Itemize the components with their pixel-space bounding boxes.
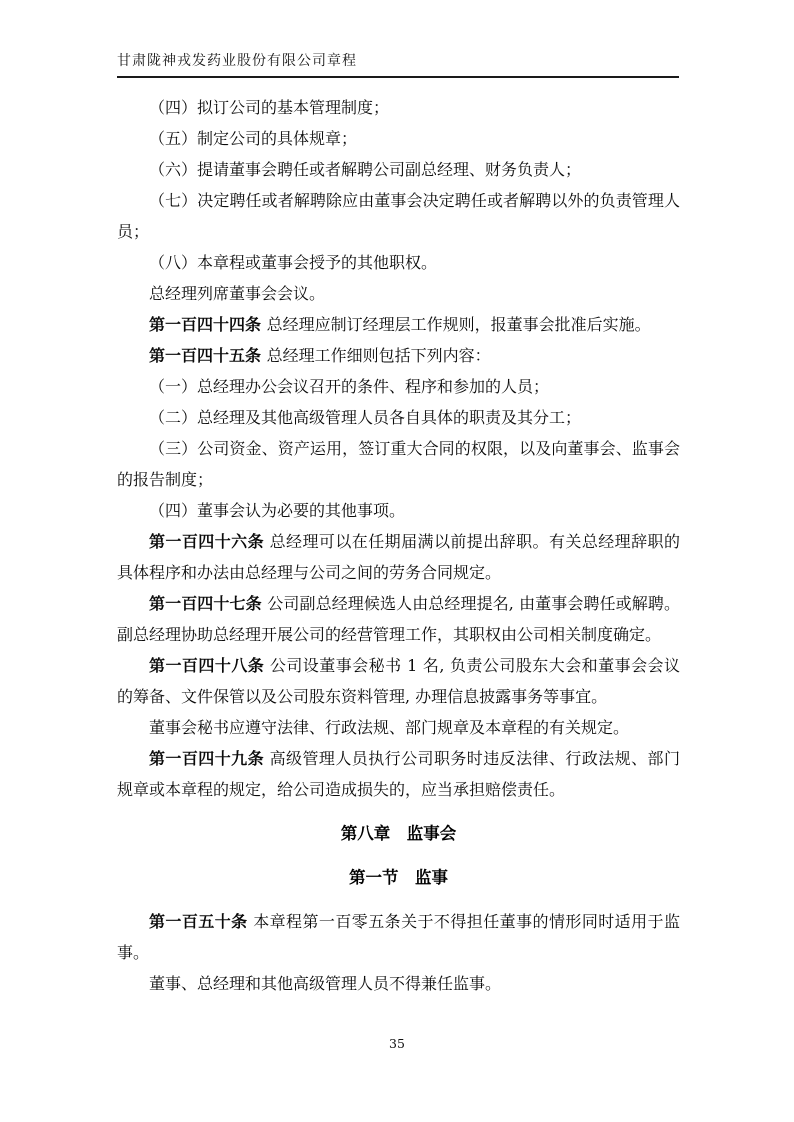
article-number: 第一百四十九条 <box>149 749 265 768</box>
article-text: 公司副总经理候选人由总经理提名, 由董事会聘任或解聘。副总经理协助总经理开展公司的经营管理工作，其职权由公司相关制度确定。 <box>117 594 680 644</box>
paragraph: 总经理列席董事会会议。 <box>149 284 326 303</box>
article-number: 第一百四十四条 <box>149 315 262 334</box>
page-header <box>117 50 679 78</box>
chapter-heading: 第八章 监事会 <box>340 824 457 843</box>
article-text: 总经理应制订经理层工作规则，报董事会批准后实施。 <box>266 315 651 334</box>
article-number: 第一百四十八条 <box>149 656 265 675</box>
list-item: （三）公司资金、资产运用，签订重大合同的权限，以及向董事会、监事会的报告制度； <box>117 439 680 489</box>
document-body <box>117 92 680 999</box>
list-item: （二）总经理及其他高级管理人员各自具体的职责及其分工； <box>149 408 582 427</box>
article-number: 第一百四十五条 <box>149 346 262 365</box>
article-paragraph <box>117 743 680 805</box>
article-text: 高级管理人员执行公司职务时违反法律、行政法规、部门规章或本章程的规定，给公司造成损失的，应当承担赔偿责任。 <box>117 749 680 799</box>
article-paragraph <box>117 340 680 371</box>
list-item: （四）董事会认为必要的其他事项。 <box>149 501 406 520</box>
article-number: 第一百五十条 <box>149 912 248 931</box>
article-paragraph <box>117 650 680 712</box>
article-text: 总经理可以在任期届满以前提出辞职。有关总经理辞职的具体程序和办法由总经理与公司之间的劳务合同规定。 <box>117 532 680 582</box>
paragraph: 董事会秘书应遵守法律、行政法规、部门规章及本章程的有关规定。 <box>149 718 630 737</box>
list-item: （八）本章程或董事会授予的其他职权。 <box>149 253 438 272</box>
article-paragraph <box>117 309 680 340</box>
list-item: （七）决定聘任或者解聘除应由董事会决定聘任或者解聘以外的负责管理人员； <box>117 191 680 241</box>
article-text: 本章程第一百零五条关于不得担任董事的情形同时适用于监事。 <box>117 912 680 962</box>
article-number: 第一百四十七条 <box>149 594 262 613</box>
article-paragraph <box>117 526 680 588</box>
article-paragraph <box>117 588 680 650</box>
article-paragraph <box>117 906 680 968</box>
article-text: 总经理工作细则包括下列内容： <box>266 346 491 365</box>
article-number: 第一百四十六条 <box>149 532 265 551</box>
section-heading: 第一节 监事 <box>349 868 448 887</box>
list-item: （一）总经理办公会议召开的条件、程序和参加的人员； <box>149 377 550 396</box>
document-title: 甘肃陇神戎发药业股份有限公司章程 <box>117 53 357 69</box>
page-number: 35 <box>389 1036 405 1051</box>
list-item: （四）拟订公司的基本管理制度； <box>149 98 390 117</box>
article-text: 公司设董事会秘书 1 名, 负责公司股东大会和董事会会议的筹备、文件保管以及公司股东资料管理, 办理信息披露事务等事宜。 <box>117 656 680 706</box>
page-footer <box>0 1036 794 1051</box>
paragraph: 董事、总经理和其他高级管理人员不得兼任监事。 <box>149 974 502 993</box>
list-item: （五）制定公司的具体规章； <box>149 129 358 148</box>
list-item: （六）提请董事会聘任或者解聘公司副总经理、财务负责人； <box>149 160 582 179</box>
